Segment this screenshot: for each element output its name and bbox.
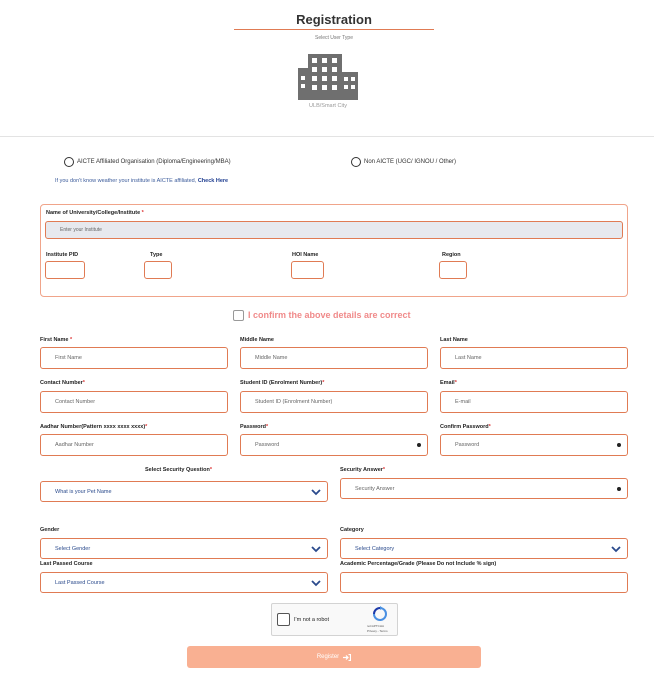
recaptcha-terms[interactable]: Privacy - Terms (367, 629, 388, 633)
user-type-caption: ULB/Smart City (309, 103, 347, 109)
chevron-down-icon (611, 545, 621, 553)
aadhar-input[interactable] (40, 434, 228, 456)
last-name-label: Last Name (440, 337, 468, 343)
student-id-label: Student ID (Enrolment Number)* (240, 380, 325, 386)
chevron-down-icon (311, 488, 321, 496)
category-label: Category (340, 527, 364, 533)
institute-type-label: Type (150, 252, 163, 258)
page-title: Registration (296, 12, 372, 27)
email-placeholder: E-mail (455, 399, 471, 405)
contact-label: Contact Number* (40, 380, 85, 386)
confirm-label: I confirm the above details are correct (248, 310, 411, 320)
aicte-hint-text: If you don't know weather your institute is AICTE affiliated, (55, 178, 197, 184)
hoi-name-label: HOI Name (292, 252, 319, 258)
radio-aicte-label: AICTE Affiliated Organisation (Diploma/Engineering/MBA) (77, 159, 231, 165)
security-question-select[interactable] (40, 481, 328, 502)
category-select[interactable] (340, 538, 628, 559)
title-underline (234, 29, 434, 30)
confirm-checkbox[interactable] (233, 310, 244, 321)
last-course-label: Last Passed Course (40, 561, 93, 567)
academic-input[interactable] (340, 572, 628, 593)
last-course-select[interactable] (40, 572, 328, 593)
first-name-input[interactable] (40, 347, 228, 369)
first-name-label-text: First Name (40, 337, 69, 343)
security-question-value: What is your Pet Name (55, 488, 112, 495)
register-button[interactable] (187, 646, 481, 668)
middle-name-placeholder: Middle Name (255, 355, 288, 361)
security-answer-input[interactable] (340, 478, 628, 499)
recaptcha-logo-icon (371, 606, 389, 622)
security-question-label-text: Select Security Question (145, 467, 210, 473)
contact-input[interactable] (40, 391, 228, 413)
radio-non-aicte-label: Non AICTE (UGC/ IGNOU / Other) (364, 159, 457, 165)
confirm-password-placeholder: Password (455, 442, 480, 448)
last-name-placeholder: Last Name (455, 355, 482, 361)
region-label: Region (442, 252, 461, 258)
institute-name-label-text: Name of University/College/Institute (46, 210, 141, 216)
institute-type-input[interactable] (144, 261, 172, 279)
last-name-input[interactable] (440, 347, 628, 369)
student-id-placeholder: Student ID (Enrolment Number) (255, 399, 333, 405)
first-name-placeholder: First Name (55, 355, 82, 361)
aadhar-label: Aadhar Number(Pattern xxxx xxxx xxxx)* (40, 424, 148, 430)
confirm-password-input[interactable] (440, 434, 628, 456)
recaptcha-label: I'm not a robot (294, 617, 329, 623)
section-divider (0, 136, 654, 137)
recaptcha-checkbox[interactable] (277, 613, 290, 626)
building-icon[interactable] (298, 54, 358, 100)
security-answer-placeholder: Security Answer (355, 485, 395, 492)
gender-value: Select Gender (55, 545, 91, 552)
chevron-down-icon (311, 579, 321, 587)
security-question-label: Select Security Question* (145, 467, 212, 473)
middle-name-input[interactable] (240, 347, 428, 369)
user-type-subtitle: Select User Type (315, 35, 353, 41)
email-input[interactable] (440, 391, 628, 413)
institute-name-label: Name of University/College/Institute * (46, 210, 144, 216)
confirm-password-toggle-icon[interactable] (617, 443, 621, 447)
confirm-password-label-text: Confirm Password (440, 424, 489, 430)
institute-name-placeholder: Enter your Institute (60, 227, 102, 233)
password-toggle-icon[interactable] (417, 443, 421, 447)
aadhar-label-text: Aadhar Number(Pattern xxxx xxxx xxxx) (40, 424, 146, 430)
radio-non-aicte[interactable] (351, 157, 361, 167)
institute-pid-label: Institute PID (46, 252, 79, 258)
aicte-hint (55, 178, 228, 184)
institute-name-input[interactable] (45, 221, 623, 239)
aadhar-placeholder: Aadhar Number (55, 442, 94, 448)
academic-label: Academic Percentage/Grade (Please Do not Include % sign) (340, 561, 497, 567)
student-id-input[interactable] (240, 391, 428, 413)
region-input[interactable] (439, 261, 467, 279)
chevron-down-icon (311, 545, 321, 553)
password-label: Password* (240, 424, 269, 430)
password-placeholder: Password (255, 442, 280, 448)
radio-aicte[interactable] (64, 157, 74, 167)
middle-name-label: Middle Name (240, 337, 274, 343)
category-value: Select Category (355, 545, 395, 552)
confirm-password-label: Confirm Password* (440, 424, 491, 430)
security-answer-toggle-icon[interactable] (617, 487, 621, 491)
contact-label-text: Contact Number (40, 380, 83, 386)
email-label: Email* (440, 380, 457, 386)
last-course-value: Last Passed Course (55, 579, 105, 586)
contact-placeholder: Contact Number (55, 399, 96, 405)
gender-select[interactable] (40, 538, 328, 559)
check-here-link[interactable]: Check Here (197, 178, 229, 184)
recaptcha-brand: reCAPTCHA (367, 624, 385, 628)
password-label-text: Password (240, 424, 266, 430)
first-name-label: First Name * (40, 337, 73, 343)
gender-label: Gender (40, 527, 60, 533)
security-answer-label-text: Security Answer (340, 467, 383, 473)
institute-section (40, 204, 628, 297)
sign-in-icon (343, 654, 351, 661)
student-id-label-text: Student ID (Enrolment Number) (240, 380, 323, 386)
security-answer-label: Security Answer* (340, 467, 386, 473)
email-label-text: Email (440, 380, 455, 386)
password-input[interactable] (240, 434, 428, 456)
institute-pid-input[interactable] (45, 261, 85, 279)
register-button-label: Register (316, 654, 340, 660)
hoi-name-input[interactable] (291, 261, 324, 279)
